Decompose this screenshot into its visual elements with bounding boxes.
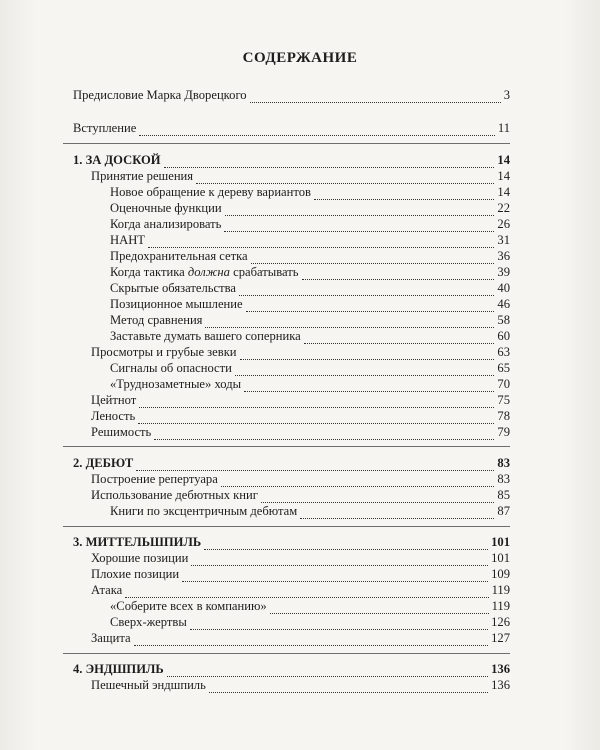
toc-entry-label: Когда анализировать bbox=[110, 217, 222, 231]
dot-leader bbox=[205, 317, 494, 328]
toc-entry-page: 83 bbox=[497, 456, 510, 470]
dot-leader bbox=[190, 619, 488, 630]
dot-leader bbox=[270, 603, 489, 614]
toc-entry bbox=[73, 120, 510, 136]
toc-entry-page: 58 bbox=[497, 313, 510, 327]
toc-entry-label: 3. МИТТЕЛЬШПИЛЬ bbox=[73, 535, 202, 549]
toc-entry-page: 46 bbox=[497, 297, 510, 311]
toc-entry-label: Предохранительная сетка bbox=[110, 249, 248, 263]
toc-entry bbox=[110, 360, 510, 376]
toc-entry-page: 119 bbox=[491, 599, 510, 613]
toc-entry bbox=[110, 376, 510, 392]
toc-entry bbox=[91, 471, 510, 487]
toc-entry-page: 83 bbox=[497, 472, 510, 486]
dot-leader bbox=[134, 635, 489, 646]
toc-entry bbox=[91, 344, 510, 360]
dot-leader bbox=[139, 397, 494, 408]
toc-entry-label: Книги по эксцентричным дебютам bbox=[110, 504, 298, 518]
toc-chapter bbox=[73, 455, 510, 471]
toc-entry bbox=[91, 630, 510, 646]
toc-entry-page: 40 bbox=[497, 281, 510, 295]
toc-entry-label bbox=[110, 264, 299, 280]
toc-entry-label-post: срабатывать bbox=[229, 265, 299, 279]
dot-leader bbox=[302, 269, 495, 280]
toc-entry-page: 63 bbox=[497, 345, 510, 359]
toc-entry-label: Сверх-жертвы bbox=[110, 615, 187, 629]
toc-entry-label: Скрытые обязательства bbox=[110, 281, 236, 295]
dot-leader bbox=[136, 460, 494, 471]
dot-leader bbox=[314, 189, 494, 200]
toc-entry-page: 39 bbox=[497, 265, 510, 279]
toc-entry-label: Позиционное мышление bbox=[110, 297, 243, 311]
toc-entry-label-pre: Когда тактика bbox=[110, 265, 188, 279]
toc-entry-page: 14 bbox=[497, 185, 510, 199]
toc-entry-page: 85 bbox=[497, 488, 510, 502]
toc-entry-label: Защита bbox=[91, 631, 131, 645]
toc-entry bbox=[110, 503, 510, 519]
toc-entry-label: Решимость bbox=[91, 425, 152, 439]
toc-entry-page: 75 bbox=[497, 393, 510, 407]
toc-entry-page: 14 bbox=[497, 169, 510, 183]
page-title: СОДЕРЖАНИЕ bbox=[242, 50, 358, 66]
dot-leader bbox=[250, 92, 501, 103]
toc-entry-page: 136 bbox=[491, 662, 510, 676]
dot-leader bbox=[225, 205, 495, 216]
dot-leader bbox=[182, 571, 488, 582]
toc-entry bbox=[110, 280, 510, 296]
toc-entry-label: 1. ЗА ДОСКОЙ bbox=[73, 153, 161, 167]
dot-leader bbox=[224, 221, 494, 232]
dot-leader bbox=[251, 253, 495, 264]
toc-entry-label: Метод сравнения bbox=[110, 313, 203, 327]
toc-entry bbox=[91, 550, 510, 566]
dot-leader bbox=[139, 125, 495, 136]
toc-entry bbox=[110, 296, 510, 312]
toc-entry-label: Просмотры и грубые зевки bbox=[91, 345, 237, 359]
toc-entry-page: 65 bbox=[497, 361, 510, 375]
section-divider bbox=[63, 653, 510, 654]
toc-entry-page: 126 bbox=[491, 615, 510, 629]
toc-entry-label: «Соберите всех в компанию» bbox=[110, 599, 267, 613]
toc-entry-page: 3 bbox=[503, 88, 510, 102]
toc-entry-label-emphasis: должна bbox=[187, 265, 230, 279]
toc-entry-page: 79 bbox=[497, 425, 510, 439]
toc-entry-label: Предисловие Марка Дворецкого bbox=[73, 88, 247, 102]
toc-entry-page: 87 bbox=[497, 504, 510, 518]
dot-leader bbox=[261, 492, 494, 503]
toc-entry-label: Оценочные функции bbox=[110, 201, 222, 215]
toc-entry bbox=[110, 200, 510, 216]
dot-leader bbox=[164, 157, 495, 168]
toc-entry-page: 101 bbox=[491, 535, 510, 549]
toc-entry-page: 14 bbox=[497, 153, 510, 167]
toc-entry bbox=[110, 216, 510, 232]
toc-entry-label: 4. ЭНДШПИЛЬ bbox=[73, 662, 164, 676]
toc-entry bbox=[110, 232, 510, 248]
toc-entry bbox=[110, 312, 510, 328]
toc-entry-label: Сигналы об опасности bbox=[110, 361, 232, 375]
toc-entry bbox=[91, 392, 510, 408]
toc-entry-label: Принятие решения bbox=[91, 169, 194, 183]
toc-chapter bbox=[73, 534, 510, 550]
toc-entry-label: Пешечный эндшпиль bbox=[91, 678, 206, 692]
toc-entry-label: Заставьте думать вашего соперника bbox=[110, 329, 301, 343]
toc-entry-page: 101 bbox=[491, 551, 510, 565]
toc-entry bbox=[91, 582, 510, 598]
toc-entry bbox=[110, 264, 510, 280]
toc-entry bbox=[91, 677, 510, 693]
toc-entry bbox=[110, 184, 510, 200]
toc-entry-label: НАНТ bbox=[110, 233, 145, 247]
toc-chapter bbox=[73, 661, 510, 677]
dot-leader bbox=[221, 476, 495, 487]
toc-entry-page: 136 bbox=[491, 678, 510, 692]
toc-entry-page: 26 bbox=[497, 217, 510, 231]
toc-entry bbox=[91, 487, 510, 503]
toc-entry-label: Построение репертуара bbox=[91, 472, 218, 486]
toc-entry bbox=[91, 168, 510, 184]
dot-leader bbox=[239, 285, 494, 296]
dot-leader bbox=[204, 539, 488, 550]
toc-entry-label: Новое обращение к дереву вариантов bbox=[110, 185, 311, 199]
section-divider bbox=[63, 143, 510, 144]
toc-entry-label: 2. ДЕБЮТ bbox=[73, 456, 134, 470]
dot-leader bbox=[167, 666, 488, 677]
dot-leader bbox=[304, 333, 495, 344]
toc-chapter bbox=[73, 152, 510, 168]
toc-entry-page: 31 bbox=[497, 233, 510, 247]
toc-entry-page: 119 bbox=[491, 583, 510, 597]
toc-entry-label: «Труднозаметные» ходы bbox=[110, 377, 242, 391]
toc-entry-label: Вступление bbox=[73, 121, 137, 135]
dot-leader bbox=[246, 301, 495, 312]
toc-entry-label: Леность bbox=[91, 409, 136, 423]
toc-entry-page: 60 bbox=[497, 329, 510, 343]
toc-entry bbox=[73, 87, 510, 103]
toc-entry bbox=[91, 424, 510, 440]
dot-leader bbox=[138, 413, 494, 424]
toc-entry-label: Цейтнот bbox=[91, 393, 137, 407]
dot-leader bbox=[240, 349, 495, 360]
toc-entry-page: 109 bbox=[491, 567, 510, 581]
section-divider bbox=[63, 446, 510, 447]
dot-leader bbox=[235, 365, 495, 376]
toc-entry bbox=[110, 328, 510, 344]
toc-entry-label: Атака bbox=[91, 583, 123, 597]
dot-leader bbox=[196, 173, 494, 184]
toc-entry-label: Хорошие позиции bbox=[91, 551, 189, 565]
toc-entry-page: 78 bbox=[497, 409, 510, 423]
dot-leader bbox=[300, 508, 494, 519]
dot-leader bbox=[209, 682, 488, 693]
toc-entry bbox=[110, 248, 510, 264]
toc-entry bbox=[91, 566, 510, 582]
dot-leader bbox=[191, 555, 488, 566]
toc-entry-page: 36 bbox=[497, 249, 510, 263]
toc-entry bbox=[91, 408, 510, 424]
dot-leader bbox=[125, 587, 488, 598]
toc-entry-page: 127 bbox=[491, 631, 510, 645]
toc-entry-label: Плохие позиции bbox=[91, 567, 180, 581]
toc-entry bbox=[110, 598, 510, 614]
dot-leader bbox=[154, 429, 494, 440]
section-divider bbox=[63, 526, 510, 527]
toc-entry-page: 70 bbox=[497, 377, 510, 391]
dot-leader bbox=[148, 237, 494, 248]
toc-entry-label: Использование дебютных книг bbox=[91, 488, 258, 502]
toc-entry bbox=[110, 614, 510, 630]
toc-entry-page: 11 bbox=[497, 121, 510, 135]
toc-entry-page: 22 bbox=[497, 201, 510, 215]
dot-leader bbox=[244, 381, 494, 392]
